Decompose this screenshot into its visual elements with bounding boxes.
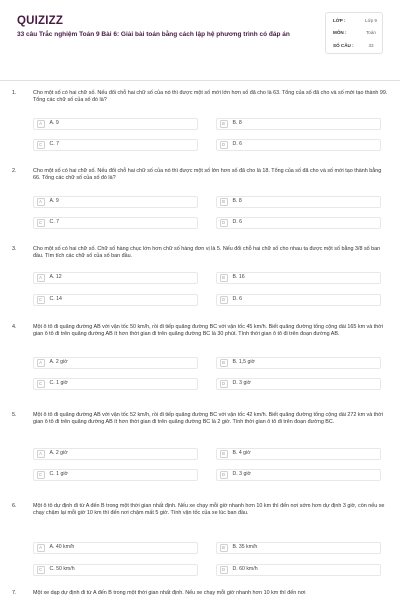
option-d[interactable] [216, 564, 381, 576]
option-d[interactable] [216, 469, 381, 481]
option-letter: C [37, 219, 45, 227]
option-b[interactable] [216, 448, 381, 460]
question-text: Cho một số có hai chữ số. Chữ số hàng chục lớn hơn chữ số hàng đơn vị là 5. Nếu đổi chỗ hai chữ số cho nhau ta được một số bằng 3/8 số ban đầu. Tìm tích các chữ số của số ban đầu. [33, 246, 381, 260]
option-a[interactable] [33, 357, 198, 369]
page-header [0, 0, 400, 78]
option-b[interactable] [216, 357, 381, 369]
option-text: C. 7 [49, 219, 60, 226]
option-letter: A [37, 450, 45, 458]
option-b[interactable] [216, 118, 381, 130]
option-c[interactable] [33, 217, 198, 229]
grade-label: LỚP : [333, 18, 346, 23]
option-letter: D [220, 380, 228, 388]
option-letter: C [37, 380, 45, 388]
option-text: B. 4 giờ [232, 450, 251, 457]
option-a[interactable] [33, 448, 198, 460]
option-a[interactable] [33, 118, 198, 130]
option-b[interactable] [216, 196, 381, 208]
option-letter: D [220, 296, 228, 304]
count-label: SỐ CÂU : [333, 42, 354, 48]
option-text: B. 8 [232, 120, 242, 127]
subject-value: Toán [366, 30, 376, 36]
option-letter: A [37, 120, 45, 128]
option-c[interactable] [33, 139, 198, 151]
option-letter: C [37, 471, 45, 479]
option-c[interactable] [33, 469, 198, 481]
option-letter: D [220, 141, 228, 149]
option-text: D. 6 [232, 296, 243, 303]
option-text: B. 16 [232, 274, 245, 281]
option-text: D. 6 [232, 219, 243, 226]
question-number: 1. [12, 90, 17, 96]
option-letter: A [37, 359, 45, 367]
option-letter: B [220, 120, 228, 128]
option-text: A. 2 giờ [49, 450, 68, 457]
header-divider [0, 80, 400, 81]
option-letter: D [220, 219, 228, 227]
option-text: C. 1 giờ [49, 471, 68, 478]
option-c[interactable] [33, 564, 198, 576]
option-text: C. 1 giờ [49, 380, 68, 387]
option-d[interactable] [216, 217, 381, 229]
option-letter: D [220, 566, 228, 574]
question-text: Một ô tô dự định đi từ A đến B trong một thời gian nhất định. Nếu xe chạy mỗi giờ nhanh hơn 10 km thì đến nơi sớm hơn dự định 3 giờ, còn nếu xe chạy chậm lại mỗi giờ 10 km thì đến nơi chậm mất 5 giờ. Tính vận tốc của xe lúc ban đầu. [33, 503, 385, 517]
option-text: D. 3 giờ [232, 380, 251, 387]
option-text: B. 1,5 giờ [232, 359, 255, 366]
option-letter: C [37, 566, 45, 574]
option-text: C. 7 [49, 141, 60, 148]
option-b[interactable] [216, 272, 381, 284]
option-text: A. 40 km/h [49, 544, 75, 551]
option-letter: B [220, 544, 228, 552]
option-d[interactable] [216, 378, 381, 390]
count-value: 33 [368, 42, 374, 48]
option-letter: C [37, 296, 45, 304]
option-text: A. 9 [49, 198, 59, 205]
question-text: Cho một số có hai chữ số. Nếu đổi chỗ hai chữ số của nó thì được một số mới lớn hơn số đã cho là 63. Tổng của số đã cho và số mới tạo thành 99. Tổng các chữ số của số đó là? [33, 90, 388, 104]
option-a[interactable] [33, 542, 198, 554]
option-text: D. 3 giờ [232, 471, 251, 478]
subject-label: MÔN : [333, 30, 347, 36]
option-text: D. 6 [232, 141, 243, 148]
option-a[interactable] [33, 196, 198, 208]
option-letter: A [37, 544, 45, 552]
option-letter: B [220, 450, 228, 458]
option-text: D. 60 km/h [232, 566, 258, 573]
option-a[interactable] [33, 272, 198, 284]
question-number: 6. [12, 503, 17, 509]
question-text: Một xe dạp dự định đi từ A đến B trong một thời gian nhất định. Nếu xe chạy mỗi giờ nhanh hơn 10 km thì đến nơi [33, 590, 306, 596]
option-c[interactable] [33, 294, 198, 306]
question-number: 4. [12, 324, 17, 330]
option-letter: A [37, 198, 45, 206]
meta-count-row [333, 41, 378, 53]
question-number: 3. [12, 246, 17, 252]
quizizz-logo[interactable]: QUIZIZZ [17, 15, 64, 27]
meta-subject-row [333, 28, 378, 40]
option-text: C. 50 km/h [49, 566, 75, 573]
question-text: Cho một số có hai chữ số. Nếu đổi chỗ hai chữ số của nó thì được một số lớn hơn số đã cho là 18. Tổng của số đã cho và số mới tạo thành bằng 66. Tổng các chữ số của số đó là? [33, 168, 382, 182]
option-letter: B [220, 359, 228, 367]
option-text: C. 14 [49, 296, 62, 303]
option-letter: B [220, 274, 228, 282]
option-letter: A [37, 274, 45, 282]
option-d[interactable] [216, 139, 381, 151]
option-text: B. 35 km/h [232, 544, 258, 551]
question-number: 7. [12, 590, 17, 596]
option-letter: B [220, 198, 228, 206]
option-text: A. 9 [49, 120, 59, 127]
meta-grade-row [333, 16, 378, 28]
page-title: 33 câu Trắc nghiệm Toán 9 Bài 6: Giải bài toán bằng cách lập hệ phương trình có đáp án [17, 31, 290, 38]
option-text: A. 2 giờ [49, 359, 68, 366]
option-b[interactable] [216, 542, 381, 554]
question-number: 5. [12, 412, 17, 418]
option-c[interactable] [33, 378, 198, 390]
meta-box [325, 12, 383, 54]
option-d[interactable] [216, 294, 381, 306]
option-letter: D [220, 471, 228, 479]
question-text: Một ô tô đi quãng đường AB với vận tốc 50 km/h, rồi đi tiếp quãng đường BC với vận tốc 45 km/h. Biết quãng đường tổng cộng dài 165 km và thời gian ô tô đi trên quãng đường AB ít hơn thời gian đi trên quãng đường BC là 30 phút. Tính thời gian ô tô đi trên đoạn đường AB. [33, 324, 383, 338]
option-text: B. 8 [232, 198, 242, 205]
grade-value: Lớp 9 [365, 18, 377, 23]
option-text: A. 12 [49, 274, 62, 281]
question-text: Một ô tô đi quãng đường AB với vận tốc 52 km/h, rồi đi tiếp quãng đường BC với vận tốc 42 km/h. Biết quãng đường tổng cộng dài 272 km và thời gian ô tô đi trên quãng đường AB ít hơn thời gian đi trên quãng đường BC là 2 giờ. Tính thời gian ô tô đi trên đoạn đường BC. [33, 412, 383, 426]
question-number: 2. [12, 168, 17, 174]
option-letter: C [37, 141, 45, 149]
